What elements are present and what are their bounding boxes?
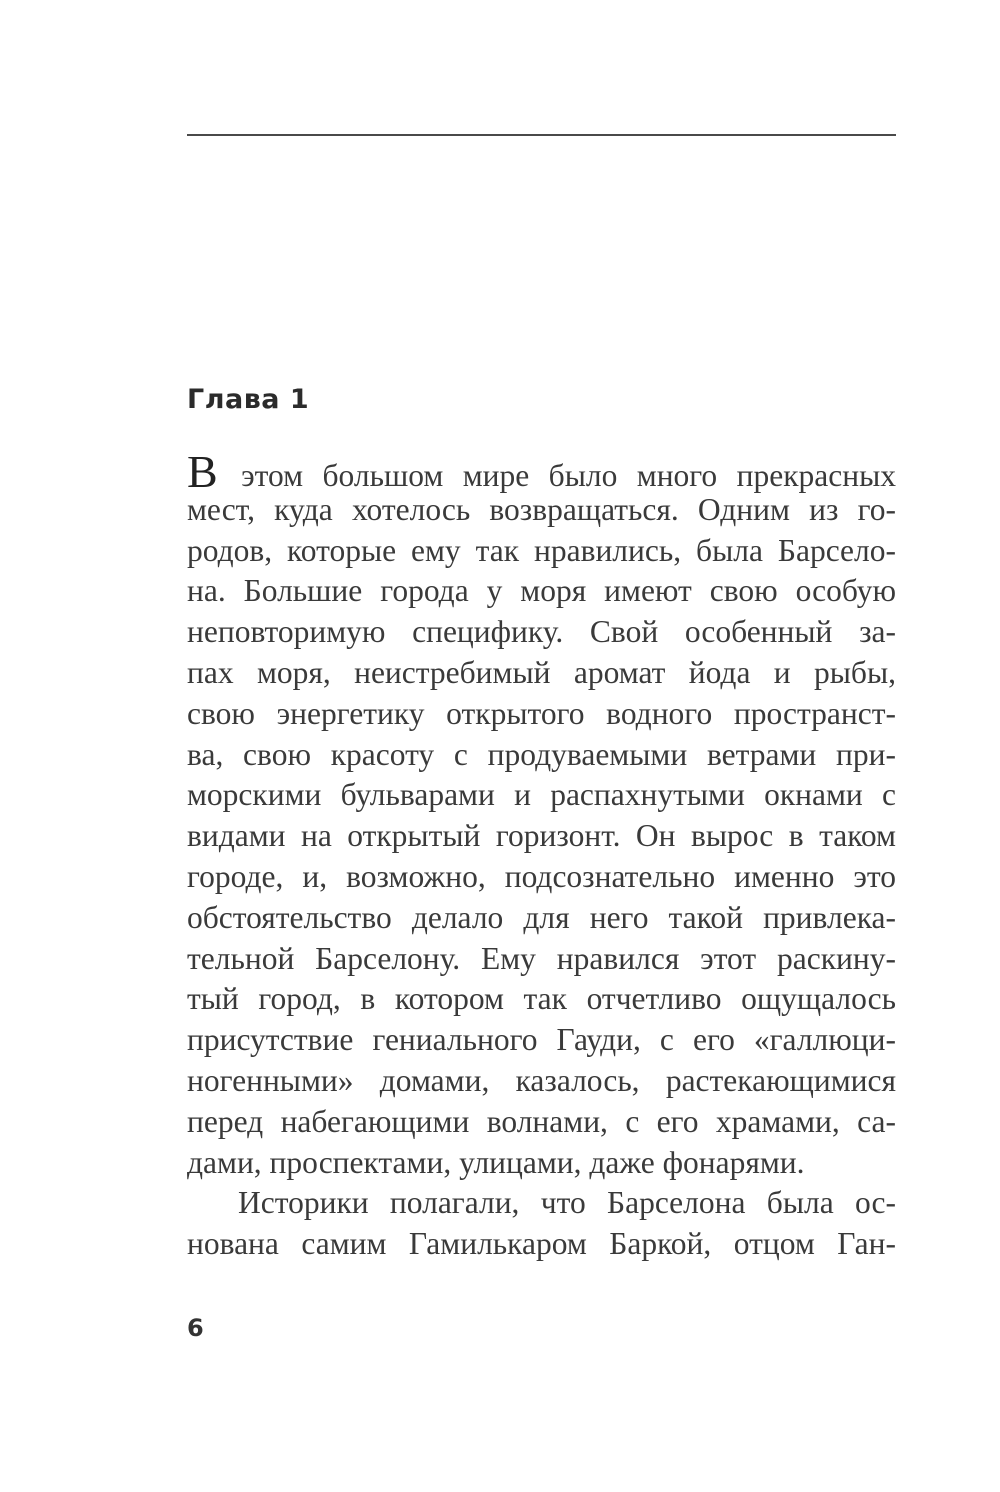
text-line: на. Большие города у моря имеют свою особую	[187, 573, 896, 609]
text-line-paragraph-start: Историки полагали, что Барселона была ос-	[238, 1185, 896, 1221]
text-line: ногенными» домами, казалось, растекающимися	[187, 1062, 896, 1098]
header-rule	[187, 134, 896, 136]
text-line: видами на открытый горизонт. Он вырос в таком	[187, 818, 896, 854]
text-line: обстоятельство делало для него такой привлека-	[187, 899, 896, 935]
text-line: нована самим Гамилькаром Баркой, отцом Ган-	[187, 1226, 896, 1262]
drop-cap: В	[187, 446, 218, 497]
text-line: перед набегающими волнами, с его храмами, са-	[187, 1103, 896, 1139]
text-line	[187, 446, 896, 497]
text-line: ва, свою красоту с продуваемыми ветрами при-	[187, 736, 896, 772]
text-line: неповторимую специфику. Свой особенный за-	[187, 614, 896, 650]
text-line: родов, которые ему так нравились, была Барсело-	[187, 532, 896, 568]
text-line: свою энергетику открытого водного пространст-	[187, 695, 896, 731]
chapter-title: Глава 1	[187, 384, 310, 415]
text-line: присутствие гениального Гауди, с его «галлюци-	[187, 1022, 896, 1058]
text-line: тый город, в котором так отчетливо ощущалось	[187, 981, 896, 1017]
text-line: морскими бульварами и распахнутыми окнами с	[187, 777, 896, 813]
text-line: пах моря, неистребимый аромат йода и рыбы,	[187, 654, 896, 690]
text-line: дами, проспектами, улицами, даже фонарями.	[187, 1144, 805, 1180]
text-line: городе, и, возможно, подсознательно именно это	[187, 858, 896, 894]
text-line: тельной Барселону. Ему нравился этот раскину-	[187, 940, 896, 976]
text-line-content: этом большом мире было много прекрасных	[221, 458, 896, 493]
page-number: 6	[187, 1314, 204, 1342]
text-line: мест, куда хотелось возвращаться. Одним из го-	[187, 491, 896, 527]
chapter-body	[187, 446, 896, 1265]
